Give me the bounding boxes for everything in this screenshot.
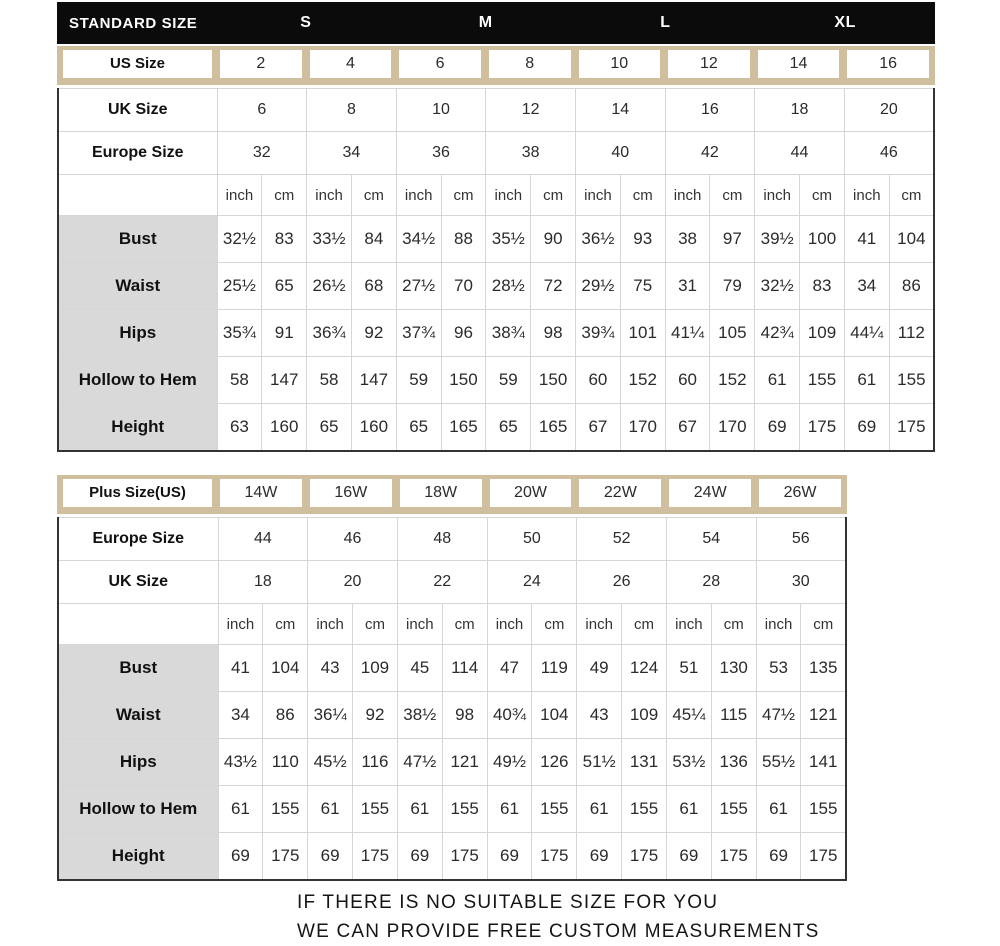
value-cell: inch [665, 175, 710, 216]
value-cell: 47 [487, 645, 532, 692]
value-cell: 67 [665, 404, 710, 452]
value-cell: 34 [307, 132, 397, 175]
band-value-cell: 8 [489, 50, 571, 78]
value-cell: 8 [307, 89, 397, 132]
value-cell: 69 [755, 404, 800, 452]
value-cell: 36½ [576, 216, 621, 263]
value-cell: 109 [622, 692, 667, 739]
band-value-cell: 18W [400, 479, 482, 507]
band-value-cell: 4 [310, 50, 392, 78]
value-cell: 38 [486, 132, 576, 175]
table-row [58, 833, 846, 881]
value-cell: 60 [665, 357, 710, 404]
value-cell: 48 [397, 518, 487, 561]
value-cell: 175 [801, 833, 846, 881]
value-cell: inch [576, 175, 621, 216]
value-cell: 86 [263, 692, 308, 739]
value-cell: 69 [397, 833, 442, 881]
value-cell: 150 [441, 357, 486, 404]
value-cell: 33½ [307, 216, 352, 263]
value-cell: 65 [262, 263, 307, 310]
value-cell: 35¾ [217, 310, 262, 357]
value-cell: 55½ [756, 739, 801, 786]
row-label: Hollow to Hem [58, 357, 217, 404]
table-row [58, 132, 934, 175]
value-cell: 109 [800, 310, 845, 357]
value-cell: 83 [800, 263, 845, 310]
band-row-label: Plus Size(US) [63, 479, 212, 507]
value-cell: 68 [351, 263, 396, 310]
row-label: Waist [58, 692, 218, 739]
value-cell: 100 [800, 216, 845, 263]
value-cell: cm [531, 175, 576, 216]
value-cell: 155 [532, 786, 577, 833]
value-cell: inch [755, 175, 800, 216]
value-cell: 155 [800, 357, 845, 404]
value-cell: cm [622, 604, 667, 645]
value-cell: 51½ [577, 739, 622, 786]
value-cell: inch [307, 175, 352, 216]
value-cell: inch [308, 604, 353, 645]
value-cell: 38½ [397, 692, 442, 739]
value-cell: 160 [351, 404, 396, 452]
table-row [58, 786, 846, 833]
custom-measurement-note [297, 888, 1000, 946]
value-cell: 130 [711, 645, 756, 692]
value-cell: 147 [351, 357, 396, 404]
row-label: Height [58, 404, 217, 452]
table-row [58, 216, 934, 263]
value-cell: 45 [397, 645, 442, 692]
row-label: Bust [58, 645, 218, 692]
value-cell: 104 [889, 216, 934, 263]
value-cell: 28½ [486, 263, 531, 310]
value-cell: 26½ [307, 263, 352, 310]
value-cell: 18 [218, 561, 308, 604]
value-cell: 12 [486, 89, 576, 132]
value-cell: 60 [576, 357, 621, 404]
value-cell: 65 [307, 404, 352, 452]
value-cell: 175 [711, 833, 756, 881]
value-cell: 14 [576, 89, 666, 132]
value-cell: 152 [710, 357, 755, 404]
value-cell: 43 [577, 692, 622, 739]
value-cell: 51 [666, 645, 711, 692]
value-cell: 38 [665, 216, 710, 263]
value-cell: 175 [532, 833, 577, 881]
value-cell: 49½ [487, 739, 532, 786]
value-cell: 40¾ [487, 692, 532, 739]
table-row [58, 404, 934, 452]
value-cell: 155 [263, 786, 308, 833]
value-cell: 40 [576, 132, 666, 175]
row-label: Bust [58, 216, 217, 263]
row-label: Hips [58, 739, 218, 786]
band-value-cell: 26W [759, 479, 841, 507]
value-cell: 32½ [217, 216, 262, 263]
value-cell: 61 [577, 786, 622, 833]
value-cell: 69 [218, 833, 263, 881]
value-cell: 121 [442, 739, 487, 786]
value-cell: 31 [665, 263, 710, 310]
value-cell: 18 [755, 89, 845, 132]
value-cell: 152 [620, 357, 665, 404]
size-group-label: M [478, 14, 493, 31]
value-cell: 101 [620, 310, 665, 357]
standard-size-section [57, 2, 935, 452]
row-label: UK Size [58, 89, 217, 132]
band-value-cell: 12 [668, 50, 750, 78]
value-cell: inch [397, 604, 442, 645]
value-cell: 104 [263, 645, 308, 692]
value-cell: 84 [351, 216, 396, 263]
value-cell: 175 [263, 833, 308, 881]
value-cell: 136 [711, 739, 756, 786]
plus-size-table [57, 517, 847, 881]
value-cell: 61 [844, 357, 889, 404]
value-cell: cm [353, 604, 398, 645]
value-cell: 34½ [396, 216, 441, 263]
value-cell: cm [442, 604, 487, 645]
table-row [58, 739, 846, 786]
band-value-cell: 14 [758, 50, 840, 78]
row-label: Hollow to Hem [58, 786, 218, 833]
table-row [58, 561, 846, 604]
value-cell: 67 [576, 404, 621, 452]
value-cell: cm [620, 175, 665, 216]
value-cell: 69 [487, 833, 532, 881]
value-cell: 44 [755, 132, 845, 175]
value-cell: 25½ [217, 263, 262, 310]
table-row [58, 692, 846, 739]
value-cell: 75 [620, 263, 665, 310]
value-cell: 175 [442, 833, 487, 881]
band-value-cell: 22W [579, 479, 661, 507]
table-row [58, 263, 934, 310]
value-cell: 42 [665, 132, 755, 175]
value-cell: 109 [353, 645, 398, 692]
value-cell: 88 [441, 216, 486, 263]
value-cell: 63 [217, 404, 262, 452]
value-cell: 59 [486, 357, 531, 404]
value-cell: 61 [397, 786, 442, 833]
value-cell: 41 [218, 645, 263, 692]
value-cell: 46 [844, 132, 934, 175]
value-cell: 165 [441, 404, 486, 452]
value-cell: cm [801, 604, 846, 645]
table-row [58, 518, 846, 561]
value-cell: inch [486, 175, 531, 216]
value-cell: 83 [262, 216, 307, 263]
value-cell: 69 [844, 404, 889, 452]
value-cell: 34 [218, 692, 263, 739]
value-cell: 110 [263, 739, 308, 786]
table-row [58, 310, 934, 357]
value-cell: 155 [353, 786, 398, 833]
value-cell: 29½ [576, 263, 621, 310]
value-cell: cm [711, 604, 756, 645]
value-cell: inch [217, 175, 262, 216]
row-label [58, 175, 217, 216]
band-value-cell: 20W [490, 479, 572, 507]
value-cell: 42¾ [755, 310, 800, 357]
value-cell: 10 [396, 89, 486, 132]
value-cell: 91 [262, 310, 307, 357]
value-cell: 165 [531, 404, 576, 452]
value-cell: 69 [756, 833, 801, 881]
value-cell: inch [396, 175, 441, 216]
row-label: Hips [58, 310, 217, 357]
value-cell: 45¼ [666, 692, 711, 739]
value-cell: 56 [756, 518, 846, 561]
value-cell: 155 [442, 786, 487, 833]
table-row [58, 357, 934, 404]
value-cell: 16 [665, 89, 755, 132]
size-group-label: XL [834, 14, 856, 31]
value-cell: 41¼ [665, 310, 710, 357]
value-cell: cm [263, 604, 308, 645]
value-cell: 6 [217, 89, 307, 132]
value-cell: 155 [889, 357, 934, 404]
value-cell: 126 [532, 739, 577, 786]
value-cell: 131 [622, 739, 667, 786]
value-cell: 90 [531, 216, 576, 263]
value-cell: 175 [622, 833, 667, 881]
value-cell: 58 [307, 357, 352, 404]
value-cell: 39¾ [576, 310, 621, 357]
value-cell: 20 [308, 561, 398, 604]
value-cell: 47½ [397, 739, 442, 786]
value-cell: 46 [308, 518, 398, 561]
value-cell: 24 [487, 561, 577, 604]
highlight-band [57, 46, 935, 85]
value-cell: 155 [801, 786, 846, 833]
value-cell: 43 [308, 645, 353, 692]
value-cell: cm [710, 175, 755, 216]
value-cell: 49 [577, 645, 622, 692]
value-cell: 47½ [756, 692, 801, 739]
value-cell: 27½ [396, 263, 441, 310]
value-cell: 92 [353, 692, 398, 739]
band-value-cell: 14W [220, 479, 302, 507]
value-cell: 59 [396, 357, 441, 404]
value-cell: 121 [801, 692, 846, 739]
value-cell: 141 [801, 739, 846, 786]
value-cell: cm [800, 175, 845, 216]
value-cell: 119 [532, 645, 577, 692]
value-cell: 97 [710, 216, 755, 263]
value-cell: 61 [487, 786, 532, 833]
value-cell: inch [487, 604, 532, 645]
band-value-cell: 24W [669, 479, 751, 507]
value-cell: cm [262, 175, 307, 216]
value-cell: 32 [217, 132, 307, 175]
table-row [58, 604, 846, 645]
value-cell: 20 [844, 89, 934, 132]
table-header-bar [57, 2, 935, 44]
value-cell: 175 [889, 404, 934, 452]
value-cell: 53 [756, 645, 801, 692]
value-cell: 155 [711, 786, 756, 833]
value-cell: 26 [577, 561, 667, 604]
value-cell: 170 [710, 404, 755, 452]
value-cell: 22 [397, 561, 487, 604]
value-cell: 37¾ [396, 310, 441, 357]
value-cell: 36¼ [308, 692, 353, 739]
table-row [58, 645, 846, 692]
band-value-cell: 6 [399, 50, 481, 78]
band-row-label: US Size [63, 50, 212, 78]
size-group-label: S [300, 14, 312, 31]
note-line-2: WE CAN PROVIDE FREE CUSTOM MEASUREMENTS [297, 921, 820, 942]
value-cell: 147 [262, 357, 307, 404]
value-cell: 155 [622, 786, 667, 833]
row-label: Europe Size [58, 518, 218, 561]
table-row [58, 175, 934, 216]
value-cell: 175 [800, 404, 845, 452]
value-cell: 36 [396, 132, 486, 175]
row-label: UK Size [58, 561, 218, 604]
value-cell: inch [844, 175, 889, 216]
band-value-cell: 10 [579, 50, 661, 78]
value-cell: 135 [801, 645, 846, 692]
value-cell: 38¾ [486, 310, 531, 357]
value-cell: 39½ [755, 216, 800, 263]
value-cell: 115 [711, 692, 756, 739]
table-title: STANDARD SIZE [69, 14, 198, 32]
value-cell: 86 [889, 263, 934, 310]
value-cell: inch [666, 604, 711, 645]
value-cell: 69 [308, 833, 353, 881]
value-cell: inch [218, 604, 263, 645]
value-cell: 96 [441, 310, 486, 357]
value-cell: 175 [353, 833, 398, 881]
band-value-cell: 16W [310, 479, 392, 507]
value-cell: cm [889, 175, 934, 216]
value-cell: 116 [353, 739, 398, 786]
value-cell: 36¾ [307, 310, 352, 357]
value-cell: 79 [710, 263, 755, 310]
value-cell: 104 [532, 692, 577, 739]
value-cell: 92 [351, 310, 396, 357]
value-cell: 45½ [308, 739, 353, 786]
table-row [58, 89, 934, 132]
row-label: Height [58, 833, 218, 881]
value-cell: 69 [666, 833, 711, 881]
value-cell: 44 [218, 518, 308, 561]
value-cell: cm [441, 175, 486, 216]
value-cell: 150 [531, 357, 576, 404]
value-cell: 41 [844, 216, 889, 263]
note-line-1: IF THERE IS NO SUITABLE SIZE FOR YOU [297, 892, 719, 913]
value-cell: inch [577, 604, 622, 645]
value-cell: 65 [486, 404, 531, 452]
value-cell: 124 [622, 645, 667, 692]
band-value-cell: 2 [220, 50, 302, 78]
value-cell: 93 [620, 216, 665, 263]
value-cell: 44¼ [844, 310, 889, 357]
value-cell: 61 [666, 786, 711, 833]
value-cell: 52 [577, 518, 667, 561]
value-cell: 61 [218, 786, 263, 833]
value-cell: 28 [666, 561, 756, 604]
value-cell: 160 [262, 404, 307, 452]
highlight-band [57, 475, 847, 514]
value-cell: 58 [217, 357, 262, 404]
value-cell: 98 [531, 310, 576, 357]
value-cell: 50 [487, 518, 577, 561]
value-cell: 98 [442, 692, 487, 739]
value-cell: 61 [756, 786, 801, 833]
value-cell: 69 [577, 833, 622, 881]
value-cell: inch [756, 604, 801, 645]
value-cell: 70 [441, 263, 486, 310]
row-label [58, 604, 218, 645]
value-cell: cm [532, 604, 577, 645]
value-cell: 43½ [218, 739, 263, 786]
band-value-cell: 16 [847, 50, 929, 78]
size-group-label: L [660, 14, 671, 31]
row-label: Europe Size [58, 132, 217, 175]
value-cell: 65 [396, 404, 441, 452]
value-cell: 61 [308, 786, 353, 833]
value-cell: 34 [844, 263, 889, 310]
value-cell: 61 [755, 357, 800, 404]
value-cell: 54 [666, 518, 756, 561]
value-cell: 32½ [755, 263, 800, 310]
value-cell: cm [351, 175, 396, 216]
value-cell: 105 [710, 310, 755, 357]
value-cell: 114 [442, 645, 487, 692]
value-cell: 35½ [486, 216, 531, 263]
value-cell: 53½ [666, 739, 711, 786]
value-cell: 112 [889, 310, 934, 357]
value-cell: 170 [620, 404, 665, 452]
value-cell: 72 [531, 263, 576, 310]
plus-size-section [57, 475, 847, 881]
row-label: Waist [58, 263, 217, 310]
standard-size-table [57, 88, 935, 452]
value-cell: 30 [756, 561, 846, 604]
